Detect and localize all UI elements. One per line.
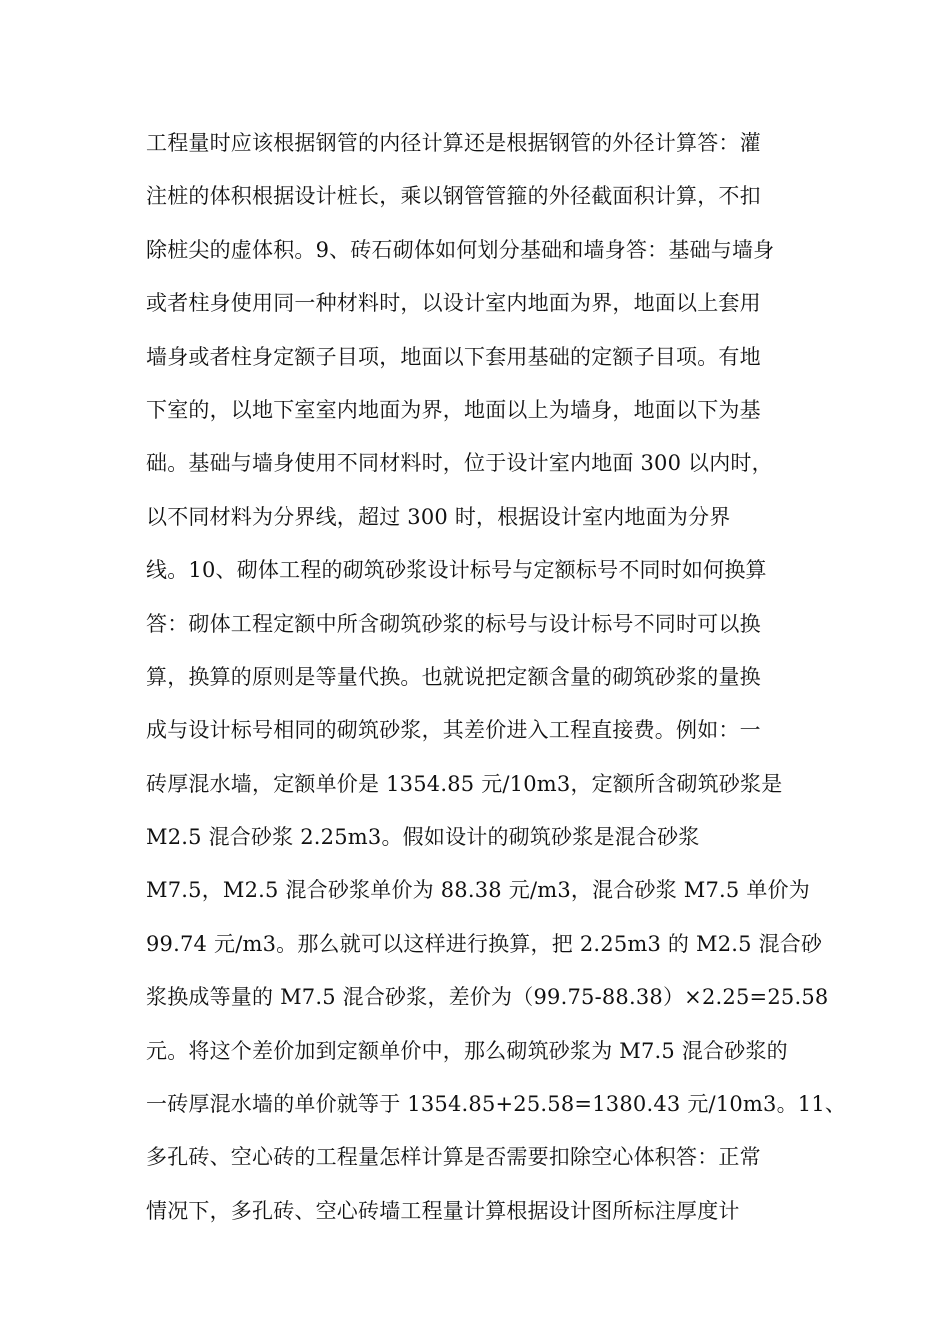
text-line: 元。将这个差价加到定额单价中，那么砌筑砂浆为 M7.5 混合砂浆的: [146, 1038, 788, 1063]
text-line: 工程量时应该根据钢管的内径计算还是根据钢管的外径计算答：灌: [146, 131, 761, 155]
text-line: M2.5 混合砂浆 2.25m3。假如设计的砌筑砂浆是混合砂浆: [146, 825, 700, 850]
text-line: 以不同材料为分界线，超过 300 时，根据设计室内地面为分界: [146, 504, 731, 529]
text-line: 下室的，以地下室室内地面为界，地面以上为墙身，地面以下为基: [146, 397, 761, 422]
text-line: 除桩尖的虚体积。9、砖石砌体如何划分基础和墙身答：基础与墙身: [146, 237, 775, 262]
text-line: 一砖厚混水墙的单价就等于 1354.85+25.58=1380.43 元/10m3。11、: [146, 1092, 847, 1117]
text-line: 多孔砖、空心砖的工程量怎样计算是否需要扣除空心体积答：正常: [146, 1145, 761, 1170]
text-line: M7.5，M2.5 混合砂浆单价为 88.38 元/m3，混合砂浆 M7.5 单价为: [146, 878, 810, 903]
text-line: 墙身或者柱身定额子目项，地面以下套用基础的定额子目项。有地: [146, 344, 761, 369]
text-line: 算，换算的原则是等量代换。也就说把定额含量的砌筑砂浆的量换: [146, 664, 761, 689]
text-line: 成与设计标号相同的砌筑砂浆，其差价进入工程直接费。例如：一: [146, 718, 761, 743]
text-line: 础。基础与墙身使用不同材料时，位于设计室内地面 300 以内时，: [146, 451, 773, 476]
text-line: 99.74 元/m3。那么就可以这样进行换算，把 2.25m3 的 M2.5 混合砂: [146, 931, 823, 956]
text-line: 注桩的体积根据设计桩长，乘以钢管管箍的外径截面积计算，不扣: [146, 184, 761, 209]
text-line: 浆换成等量的 M7.5 混合砂浆，差价为（99.75-88.38）×2.25=25.58: [146, 985, 829, 1010]
text-line: 或者柱身使用同一种材料时，以设计室内地面为界，地面以上套用: [146, 291, 761, 316]
text-line: 砖厚混水墙，定额单价是 1354.85 元/10m3，定额所含砌筑砂浆是: [146, 771, 783, 796]
text-line: 答：砌体工程定额中所含砌筑砂浆的标号与设计标号不同时可以换: [146, 611, 761, 636]
text-line: 情况下，多孔砖、空心砖墙工程量计算根据设计图所标注厚度计: [146, 1198, 740, 1223]
body-text: [146, 117, 847, 1238]
text-line: 线。10、砌体工程的砌筑砂浆设计标号与定额标号不同时如何换算: [146, 558, 767, 583]
